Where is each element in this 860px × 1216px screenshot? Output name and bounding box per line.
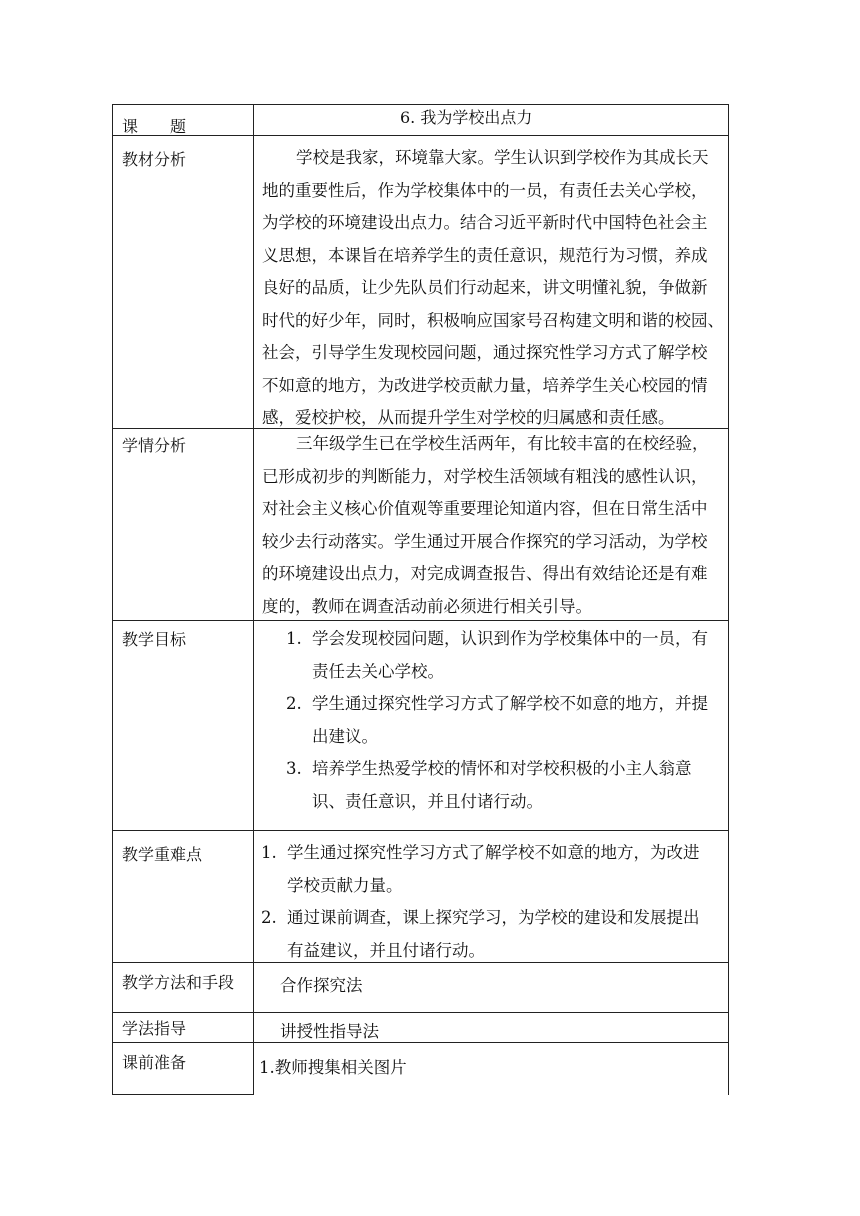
row-divider — [112, 1042, 729, 1043]
list-item — [286, 753, 708, 786]
row-label-study-guidance: 学法指导 — [122, 1019, 187, 1038]
list-item-continuation — [286, 786, 708, 819]
list-item — [261, 837, 700, 870]
list-number: 1. — [286, 629, 302, 648]
row-label-student-analysis: 学情分析 — [122, 436, 187, 455]
row-label-preparation: 课前准备 — [122, 1053, 187, 1072]
list-item-text: 有益建议，并且付诸行动。 — [287, 940, 485, 960]
list-item-continuation — [286, 656, 708, 689]
table-border-right — [728, 104, 729, 1095]
row-divider — [112, 1012, 729, 1013]
list-item-text: 学生通过探究性学习方式了解学校不如意的地方，并提 — [312, 694, 708, 713]
study-guidance-value: 讲授性指导法 — [280, 1022, 379, 1041]
textbook-analysis-text — [262, 142, 722, 435]
paragraph-line: 社会，引导学生发现校园问题，通过探究性学习方式了解学校 — [262, 343, 708, 362]
teaching-goals-list — [286, 623, 708, 818]
list-item-text: 学校贡献力量。 — [287, 875, 403, 895]
teaching-methods-value: 合作探究法 — [280, 976, 363, 995]
paragraph-line: 不如意的地方，为改进学校贡献力量，培养学生关心校园的情 — [262, 375, 708, 395]
paragraph-line: 的环境建设出点力，对完成调查报告、得出有效结论还是有难 — [262, 564, 708, 583]
table-border-left — [112, 104, 113, 1095]
list-number: 1. — [261, 843, 277, 862]
paragraph-line: 已形成初步的判断能力，对学校生活领域有粗浅的感性认识， — [262, 466, 708, 486]
key-points-list — [261, 837, 700, 967]
paragraph-line: 为学校的环境建设出点力。结合习近平新时代中国特色社会主 — [262, 213, 708, 232]
list-item-text: 学生通过探究性学习方式了解学校不如意的地方，为改进 — [287, 843, 700, 862]
row-divider — [112, 135, 729, 136]
column-divider — [253, 104, 254, 1095]
preparation-value: 1.教师搜集相关图片 — [259, 1058, 407, 1077]
paragraph-line: 对社会主义核心价值观等重要理论知道内容，但在日常生活中 — [262, 499, 708, 518]
row-label-teaching-methods: 教学方法和手段 — [122, 973, 235, 992]
list-item-continuation — [286, 721, 708, 754]
list-item-continuation — [261, 870, 700, 903]
list-number: 2. — [286, 694, 302, 713]
list-item-text: 通过课前调查，课上探究学习，为学校的建设和发展提出 — [287, 908, 700, 927]
row-label-textbook-analysis: 教材分析 — [122, 150, 187, 169]
paragraph-line: 地的重要性后，作为学校集体中的一员，有责任去关心学校， — [262, 180, 708, 200]
paragraph-line: 度的，教师在调查活动前必须进行相关引导。 — [262, 596, 592, 616]
list-item-text: 出建议。 — [312, 726, 378, 746]
student-analysis-text — [262, 428, 722, 623]
paragraph-line: 感，爱校护校，从而提升学生对学校的归属感和责任感。 — [262, 408, 675, 427]
lesson-title: 6. 我为学校出点力 — [400, 108, 533, 127]
paragraph-line: 良好的品质，让少先队员们行动起来，讲文明懂礼貌，争做新 — [262, 278, 708, 297]
list-item-text: 识、责任意识，并且付诸行动。 — [312, 791, 543, 811]
list-item — [286, 623, 708, 656]
list-item-text: 学会发现校园问题，认识到作为学校集体中的一员，有 — [312, 629, 708, 648]
list-item — [286, 688, 708, 721]
list-number: 3. — [286, 759, 302, 778]
row-label-topic: 课 题 — [122, 117, 187, 136]
list-item-text: 培养学生热爱学校的情怀和对学校积极的小主人翁意 — [312, 759, 692, 778]
row-divider — [112, 830, 729, 831]
list-item-text: 责任去关心学校。 — [312, 661, 444, 681]
list-number: 2. — [261, 908, 277, 927]
list-item — [261, 902, 700, 935]
list-item-continuation — [261, 935, 700, 968]
paragraph-line: 学校是我家，环境靠大家。学生认识到学校作为其成长天 — [296, 148, 709, 167]
paragraph-line: 时代的好少年，同时，积极响应国家号召构建文明和谐的校园、 — [262, 310, 724, 330]
table-border-bottom — [112, 1094, 254, 1095]
paragraph-line: 三年级学生已在学校生活两年，有比较丰富的在校经验， — [296, 434, 709, 453]
row-label-teaching-goals: 教学目标 — [122, 630, 187, 649]
row-label-key-points: 教学重难点 — [122, 845, 203, 864]
paragraph-line: 较少去行动落实。学生通过开展合作探究的学习活动，为学校 — [262, 531, 708, 551]
paragraph-line: 义思想，本课旨在培养学生的责任意识，规范行为习惯，养成 — [262, 245, 708, 265]
